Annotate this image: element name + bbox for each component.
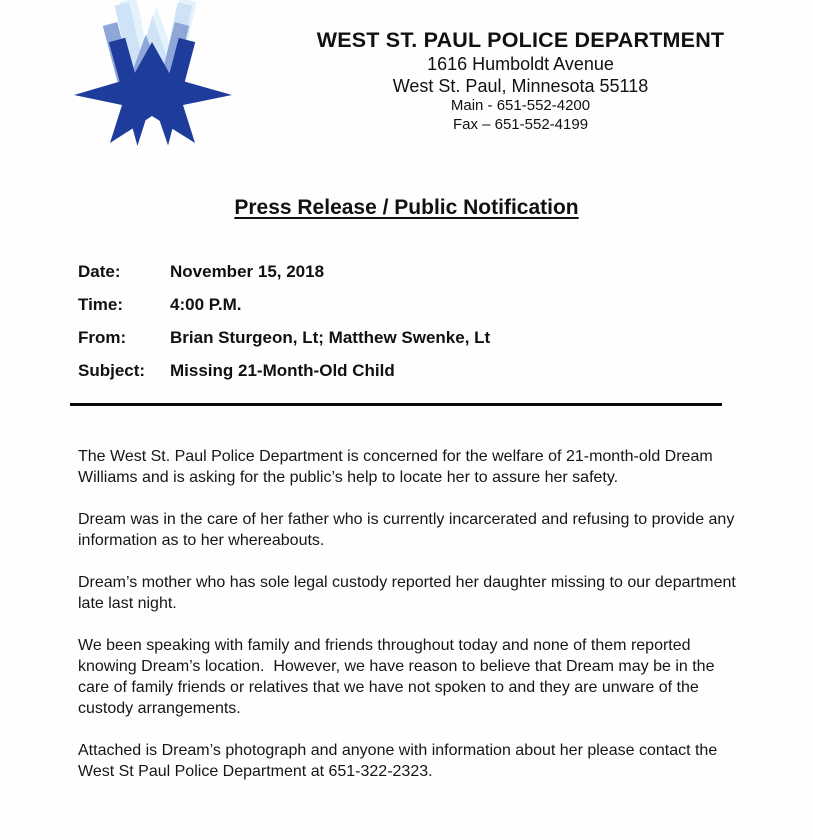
meta-block [78, 262, 813, 394]
meta-row-date [78, 262, 813, 295]
meta-row-subject [78, 361, 813, 394]
meta-value-date: November 15, 2018 [170, 262, 325, 281]
paragraph-5: Attached is Dream’s photograph and anyone with information about her please contact the West St Paul Police Department at 651-322-2323. [78, 742, 722, 780]
horizontal-rule [70, 403, 722, 406]
document-title [0, 195, 813, 220]
paragraph-3: Dream’s mother who has sole legal custody reported her daughter missing to our department late last night. [78, 574, 741, 612]
w-star-logo-graphic [60, 0, 265, 150]
west-st-paul-logo [60, 0, 265, 150]
phone-fax: Fax – 651-552-4199 [452, 115, 589, 133]
document-title-text: Press Release / Public Notification [234, 196, 579, 219]
meta-label-subject: Subject: [78, 361, 146, 380]
meta-label-from: From: [78, 328, 127, 347]
paragraph-4: We been speaking with family and friends throughout today and none of them reported knowing Dream’s location. However, we have reason to believe that Dream may be in the care of family friends or relatives that we have not spoken to and they are unware of the custody arrangements. [78, 637, 719, 717]
address-line-1: 1616 Humboldt Avenue [427, 54, 614, 74]
letterhead [0, 0, 813, 150]
meta-value-time: 4:00 P.M. [170, 295, 242, 314]
body-text [78, 446, 741, 782]
meta-label-date: Date: [78, 262, 121, 281]
address-line-2: West St. Paul, Minnesota 55118 [392, 75, 649, 96]
meta-row-time [78, 295, 813, 328]
department-name: WEST ST. PAUL POLICE DEPARTMENT [316, 28, 725, 52]
meta-label-time: Time: [78, 295, 124, 314]
letterhead-text [268, 0, 773, 134]
paragraph-1: The West St. Paul Police Department is concerned for the welfare of 21-month-old Dream Williams and is asking for the public’s help to locate her to assure her safety. [78, 448, 718, 486]
paragraph-2: Dream was in the care of her father who is currently incarcerated and refusing to provide any information as to her whereabouts. [78, 511, 739, 549]
meta-value-from: Brian Sturgeon, Lt; Matthew Swenke, Lt [170, 328, 491, 347]
meta-value-subject: Missing 21-Month-Old Child [170, 361, 395, 380]
meta-row-from [78, 328, 813, 361]
phone-main: Main - 651-552-4200 [450, 97, 591, 114]
